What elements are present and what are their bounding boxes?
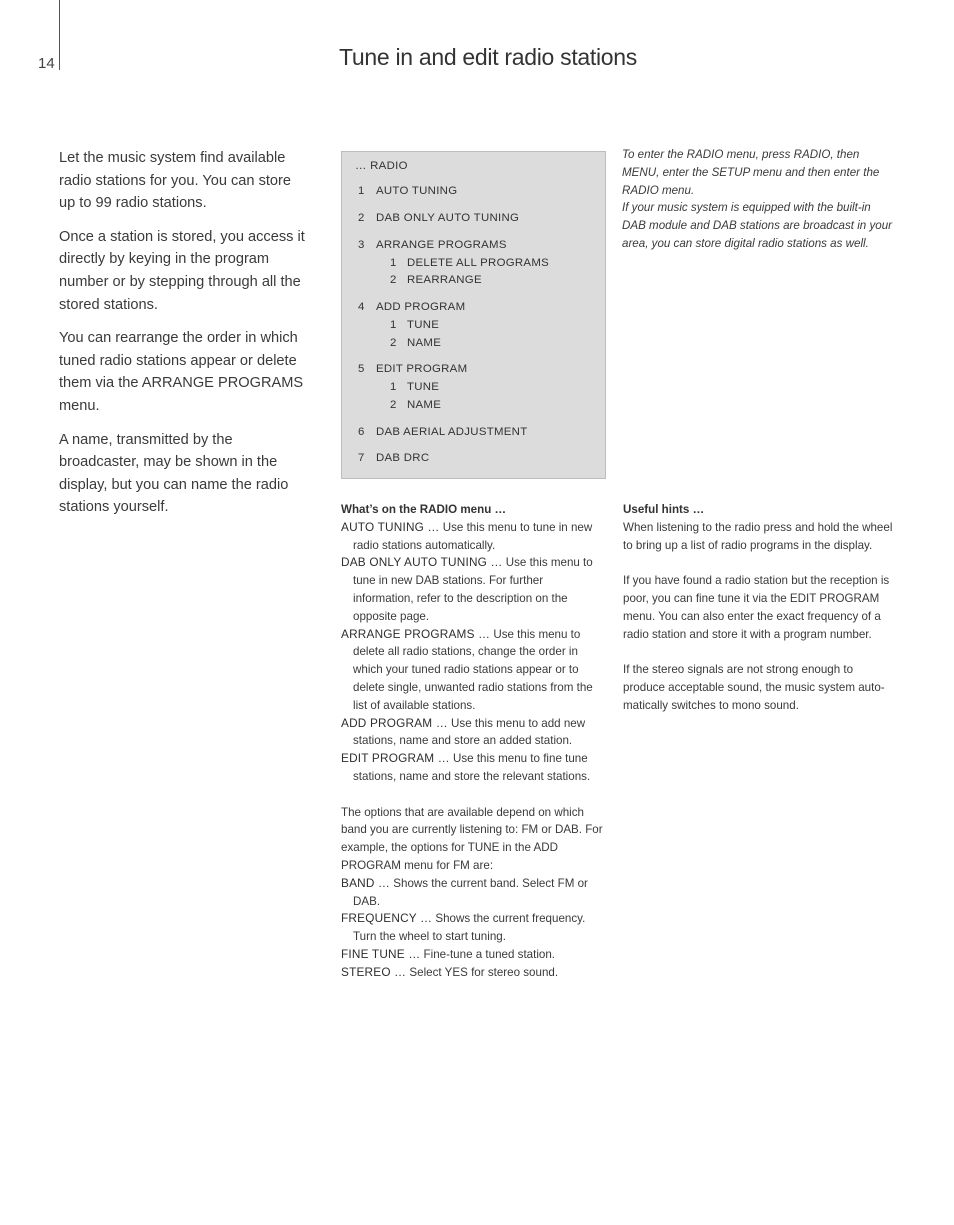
menu-subitem-tune: 1 TUNE [390, 381, 440, 393]
section-heading: Useful hints … [623, 503, 705, 516]
useful-hints-section [623, 501, 895, 715]
option-description: BAND … Shows the current band. Select FM or DAB. [341, 875, 588, 908]
intro-paragraph: A name, transmitted by the broadcaster, may be shown in the display, but you can name the radio stations yourself. [59, 431, 289, 516]
menu-description: DAB ONLY AUTO TUNING … Use this menu to tune in new DAB stations. For further information, refer to the description on the opposite page. [341, 555, 593, 623]
menu-item-arrange-programs: 3 ARRANGE PROGRAMS [358, 239, 507, 251]
note-line: To enter the RADIO menu, press RADIO, then MENU, enter the SETUP menu and then enter the RADIO menu. [622, 148, 880, 197]
hint-paragraph: If the stereo signals are not strong enough to produce acceptable sound, the music system auto-matically switches to mono sound. [623, 663, 885, 712]
menu-subitem-rearrange: 2 REARRANGE [390, 274, 482, 286]
menu-item-edit-program: 5 EDIT PROGRAM [358, 363, 468, 375]
hint-paragraph: When listening to the radio press and hold the wheel to bring up a list of radio programs in the display. [623, 520, 893, 552]
menu-subitem-name: 2 NAME [390, 399, 442, 411]
menu-subitem-name: 2 NAME [390, 337, 442, 349]
intro-paragraph: You can rearrange the order in which tuned radio stations appear or delete them via the ARRANGE PROGRAMS menu. [59, 330, 304, 414]
menu-item-auto-tuning: 1 AUTO TUNING [358, 185, 458, 197]
options-intro: The options that are available depend on which band you are currently listening to: FM or DAB. For example, the options for TUNE in the ADD PROGRAM menu for FM are: [341, 805, 603, 872]
whats-on-menu-section [341, 501, 606, 982]
menu-item-dab-only-auto-tuning: 2 DAB ONLY AUTO TUNING [358, 212, 520, 224]
option-description: STEREO … Select YES for stereo sound. [341, 964, 559, 979]
option-description: FINE TUNE … Fine-tune a tuned station. [341, 946, 556, 961]
menu-subitem-delete-all-programs: 1 DELETE ALL PROGRAMS [390, 257, 550, 269]
menu-item-dab-drc: 7 DAB DRC [358, 452, 430, 464]
menu-description: ARRANGE PROGRAMS … Use this menu to delete all radio stations, change the order in which your tuned radio stations appear or to delete single, unwanted radio stations from the list of available stations. [341, 626, 593, 712]
note-line: If your music system is equipped with the built-in DAB module and DAB stations are broadcast in your area, you can store digital radio stations as well. [622, 201, 893, 250]
intro-paragraph: Let the music system find available radio stations for you. You can store up to 99 radio stations. [59, 150, 292, 212]
menu-header: … RADIO [355, 160, 408, 172]
page-title: Tune in and edit radio stations [339, 44, 637, 70]
menu-description: ADD PROGRAM … Use this menu to add new stations, name and store an added station. [341, 715, 586, 748]
hint-paragraph: If you have found a radio station but the reception is poor, you can fine tune it via the EDIT PROGRAM menu. You can also enter the exact frequency of a radio station and store it with a program number. [623, 574, 890, 641]
intro-paragraph: Once a station is stored, you access it directly by keying in the program number or by stepping through all the stored stations. [59, 228, 305, 313]
section-heading: What’s on the RADIO menu … [341, 503, 507, 516]
menu-description: AUTO TUNING … Use this menu to tune in new radio stations automatically. [341, 519, 593, 552]
option-description: FREQUENCY … Shows the current frequency. Turn the wheel to start tuning. [341, 911, 586, 944]
menu-item-dab-aerial-adjustment: 6 DAB AERIAL ADJUSTMENT [358, 426, 528, 438]
page-number: 14 [38, 55, 55, 72]
menu-description: EDIT PROGRAM … Use this menu to fine tune stations, name and store the relevant stations. [341, 751, 591, 783]
radio-menu-box [341, 151, 606, 479]
menu-access-note [622, 146, 897, 253]
page-margin-rule [59, 0, 60, 70]
menu-subitem-tune: 1 TUNE [390, 319, 440, 331]
intro-text [59, 147, 311, 530]
menu-item-add-program: 4 ADD PROGRAM [358, 301, 466, 313]
